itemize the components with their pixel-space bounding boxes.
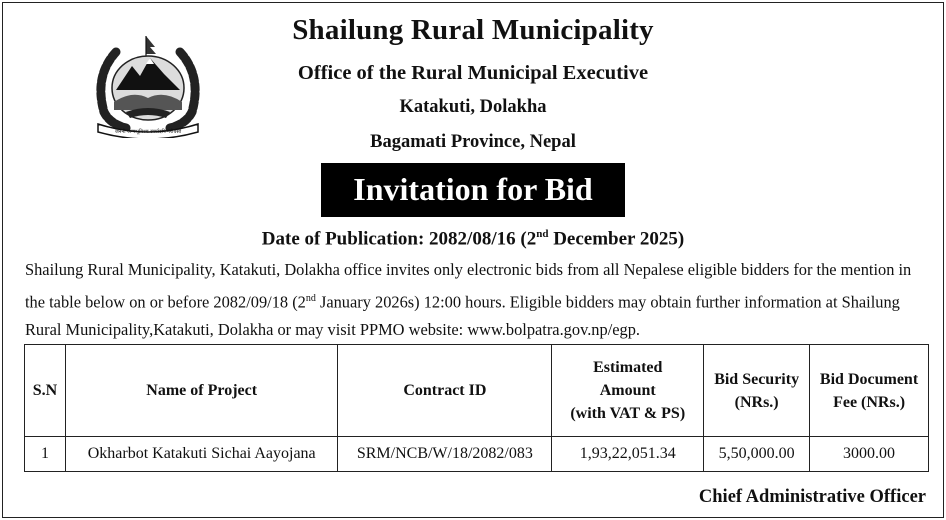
- header-contract-id: Contract ID: [338, 345, 552, 437]
- municipality-name: Shailung Rural Municipality: [292, 14, 654, 46]
- header-document-fee: Bid Document Fee (NRs.): [810, 345, 929, 437]
- cell-estimated-amount: 1,93,22,051.34: [552, 437, 704, 472]
- header-sn: S.N: [25, 345, 66, 437]
- office-location: Katakuti, Dolakha: [399, 97, 547, 117]
- emblem-motto: जननी जन्मभूमिश्च स्वर्गादपि गरीयसी: [114, 129, 182, 135]
- header-bid-security: Bid Security (NRs.): [704, 345, 810, 437]
- office-name: Office of the Rural Municipal Executive: [297, 62, 649, 84]
- publication-date: Date of Publication: 2082/08/16 (2nd December 2025): [261, 228, 685, 250]
- nepal-emblem-icon: [86, 32, 210, 138]
- header-estimated-amount: Estimated Amount (with VAT & PS): [552, 345, 704, 437]
- signatory-title: Chief Administrative Officer: [698, 487, 926, 507]
- table-row: [25, 437, 929, 472]
- header-project: Name of Project: [65, 345, 337, 437]
- bid-table: [24, 344, 929, 472]
- notice-title-banner: Invitation for Bid: [321, 163, 624, 217]
- cell-bid-security: 5,50,000.00: [704, 437, 810, 472]
- cell-sn: 1: [25, 437, 66, 472]
- province-name: Bagamati Province, Nepal: [370, 132, 576, 152]
- cell-document-fee: 3000.00: [810, 437, 929, 472]
- table-header-row: [25, 345, 929, 437]
- cell-contract-id: SRM/NCB/W/18/2082/083: [338, 437, 552, 472]
- notice-body: Shailung Rural Municipality, Katakuti, Dolakha office invites only electronic bids from all Nepalese eligible bidders for the mention in the table below on or before 2082/09/18 (2nd January 2026s) 12:00 hours. Eligible bidders may obtain further information at Shailung Rural Municipality,Katakuti, Dolakha or may visit PPMO website: www.bolpatra.gov.np/egp.: [25, 260, 912, 340]
- cell-project: Okharbot Katakuti Sichai Aayojana: [65, 437, 337, 472]
